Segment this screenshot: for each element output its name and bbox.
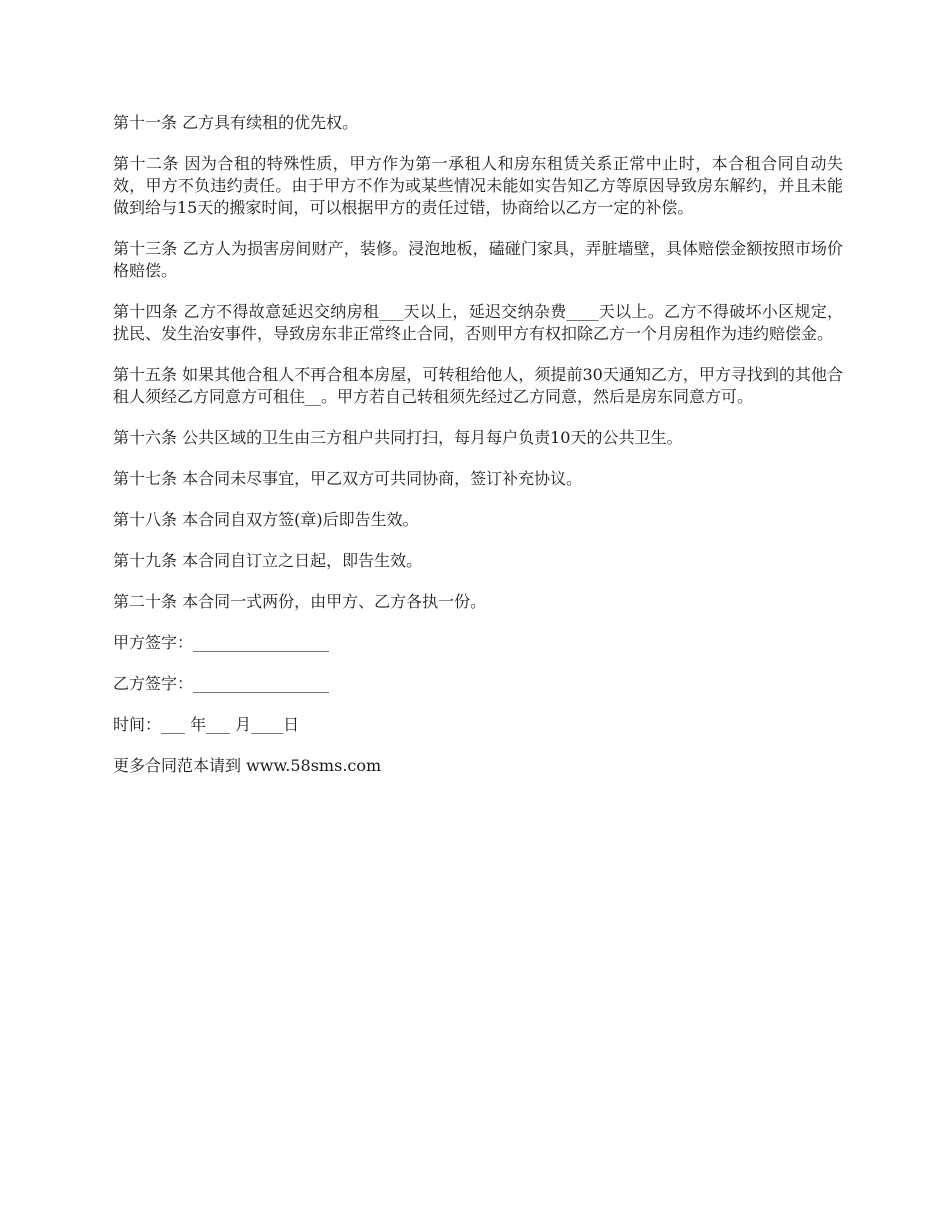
clause-14: 第十四条 乙方不得故意延迟交纳房租___天以上，延迟交纳杂费____天以上。乙方不得破坏小区规定，扰民、发生治安事件，导致房东非正常终止合同，否则甲方有权扣除乙方一个月房租作为违约赔偿金。 — [113, 302, 843, 343]
date-line: 时间：___ 年___ 月____日 — [113, 715, 300, 734]
clause-11: 第十一条 乙方具有续租的优先权。 — [113, 113, 359, 132]
document-body — [113, 112, 843, 777]
clause-20: 第二十条 本合同一式两份，由甲方、乙方各执一份。 — [113, 592, 487, 611]
clause-12: 第十二条 因为合租的特殊性质，甲方作为第一承租人和房东租赁关系正常中止时，本合租合同自动失效，甲方不负违约责任。由于甲方不作为或某些情况未能如实告知乙方等原因导致房东解约，并且未能做到给与15天的搬家时间，可以根据甲方的责任过错，协商给以乙方一定的补偿。 — [113, 154, 843, 217]
party-b-signature-line: 乙方签字：_________________ — [113, 674, 330, 693]
clause-16: 第十六条 公共区域的卫生由三方租户共同打扫，每月每户负责10天的公共卫生。 — [113, 428, 683, 447]
party-a-signature-line: 甲方签字：_________________ — [113, 633, 330, 652]
clause-13: 第十三条 乙方人为损害房间财产，装修。浸泡地板，磕碰门家具，弄脏墙壁，具体赔偿金额按照市场价格赔偿。 — [113, 239, 843, 280]
clause-17: 第十七条 本合同未尽事宜，甲乙双方可共同协商，签订补充协议。 — [113, 469, 583, 488]
clause-18: 第十八条 本合同自双方签(章)后即告生效。 — [113, 510, 419, 529]
footer-more-templates: 更多合同范本请到 www.58sms.com — [113, 756, 382, 775]
clause-19: 第十九条 本合同自订立之日起，即告生效。 — [113, 551, 423, 570]
clause-15: 第十五条 如果其他合租人不再合租本房屋，可转租给他人，须提前30天通知乙方，甲方寻找到的其他合租人须经乙方同意方可租住__。甲方若自己转租须先经过乙方同意，然后是房东同意方可。 — [113, 365, 843, 406]
